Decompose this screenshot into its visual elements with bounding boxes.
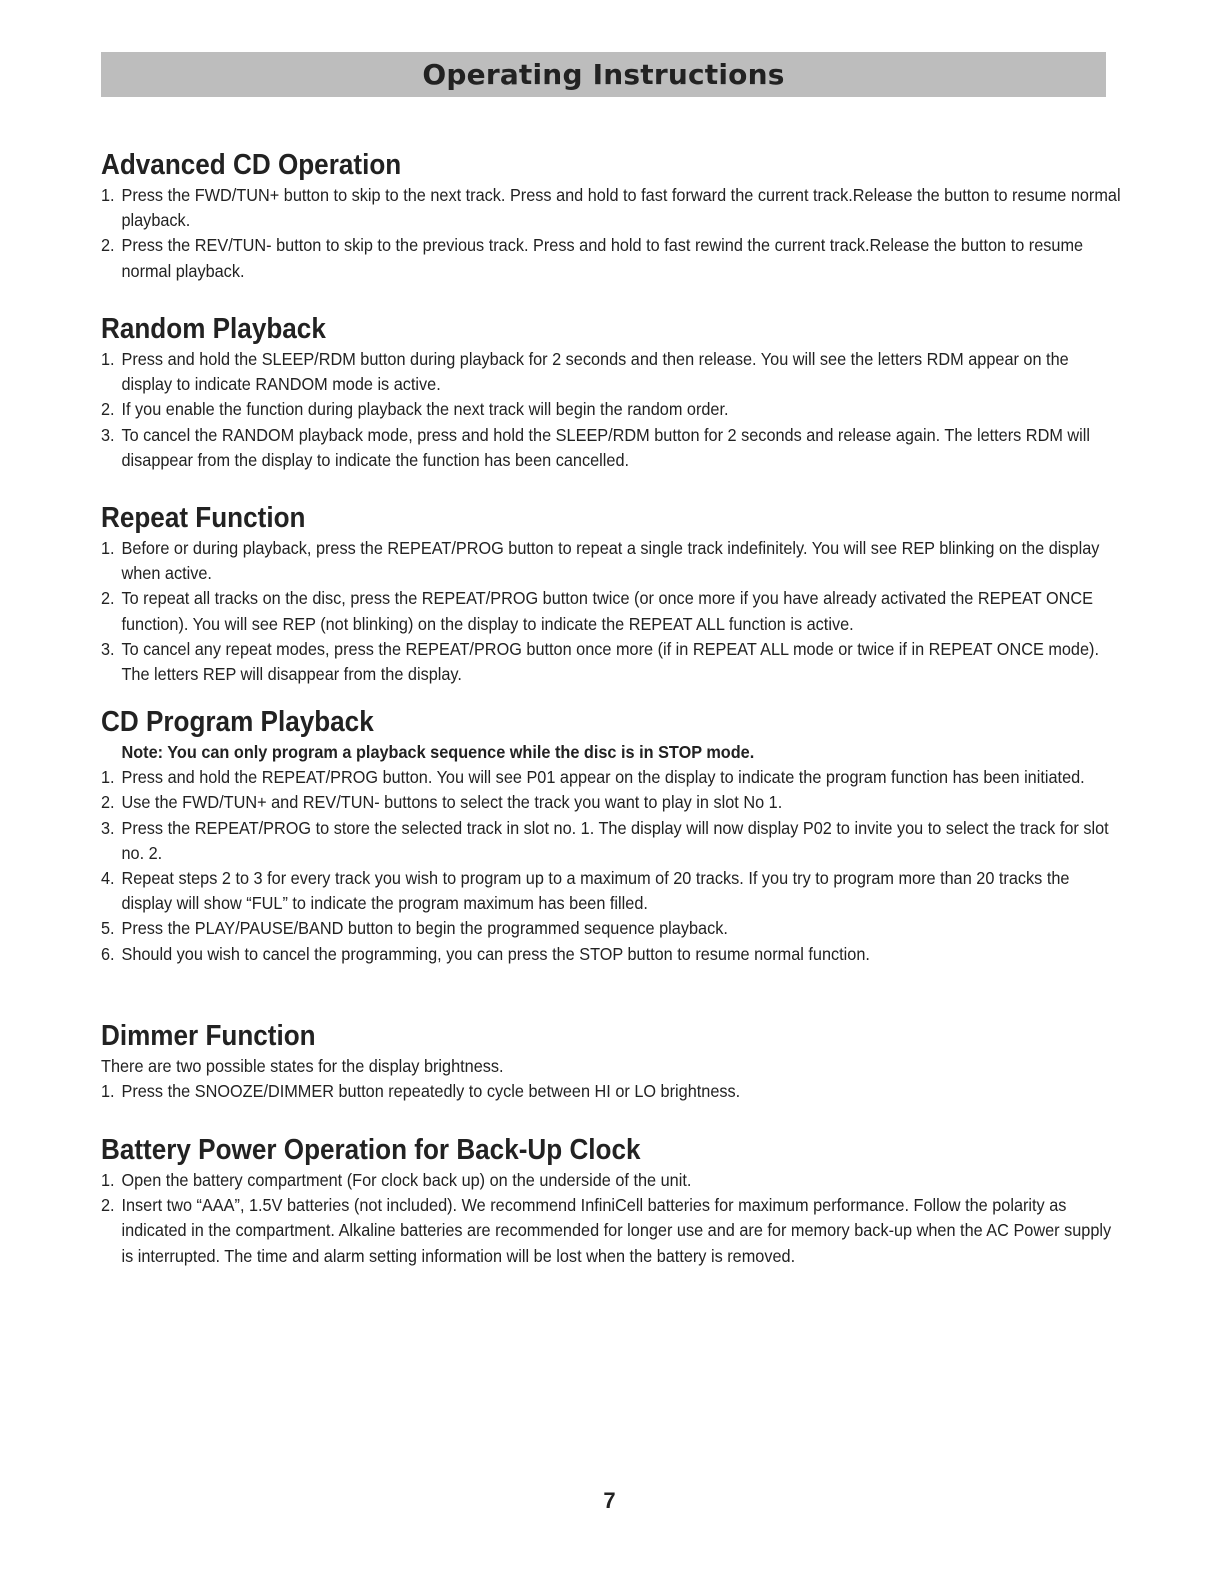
- item-text: Press the PLAY/PAUSE/BAND button to begin the programmed sequence playback.: [121, 918, 728, 939]
- item-text: Press the REPEAT/PROG to store the selected track in slot no. 1. The display will now display P02 to invite you to select the track for slot no. 2.: [121, 817, 1109, 863]
- item-number: 2.: [101, 235, 115, 256]
- item-text: Press the FWD/TUN+ button to skip to the next track. Press and hold to fast forward the current track.Release the button to resume normal playback.: [121, 185, 1121, 231]
- list-item: [101, 790, 1121, 815]
- instruction-list: [101, 183, 1121, 284]
- item-text: Insert two “AAA”, 1.5V batteries (not included). We recommend InfiniCell batteries for maximum performance. Follow the polarity as indicated in the compartment. Alkaline batteries are recommended for longer use and are for memory back-up when the AC Power supply is interrupted. The time and alarm setting information will be lost when the battery is removed.: [121, 1195, 1112, 1266]
- section-heading: Dimmer Function: [101, 1020, 316, 1052]
- item-number: 1.: [101, 1081, 115, 1102]
- item-number: 3.: [101, 817, 115, 838]
- instruction-list: [101, 1079, 1106, 1104]
- item-number: 2.: [101, 588, 115, 609]
- list-item: [101, 347, 1121, 397]
- section-advanced-cd: [101, 147, 1121, 284]
- item-text: Press the REV/TUN- button to skip to the previous track. Press and hold to fast rewind the current track.Release the button to resume normal playback.: [121, 235, 1084, 281]
- list-item: [101, 1168, 1121, 1193]
- instruction-list: [101, 536, 1106, 687]
- instruction-list: [101, 1168, 1112, 1269]
- section-random-playback: [101, 311, 1106, 473]
- section-heading: Repeat Function: [101, 502, 306, 534]
- list-item: [101, 637, 1121, 687]
- item-number: 1.: [101, 185, 115, 205]
- item-text: Use the FWD/TUN+ and REV/TUN- buttons to select the track you want to play in slot No 1.: [121, 792, 783, 813]
- section-heading: CD Program Playback: [101, 706, 374, 738]
- item-text: Before or during playback, press the REPEAT/PROG button to repeat a single track indefinitely. You will see REP blinking on the display when active.: [121, 538, 1100, 584]
- item-text: If you enable the function during playback the next track will begin the random order.: [121, 399, 729, 420]
- instruction-list: [101, 347, 1106, 473]
- item-text: Press the SNOOZE/DIMMER button repeatedly to cycle between HI or LO brightness.: [121, 1081, 741, 1102]
- item-number: 3.: [101, 424, 115, 445]
- note-text: Note: You can only program a playback sequence while the disc is in STOP mode.: [121, 742, 755, 762]
- header-bar: [101, 52, 1106, 97]
- intro-text: There are two possible states for the display brightness.: [101, 1056, 504, 1076]
- page-number: 7: [603, 1488, 616, 1513]
- list-item: [101, 423, 1121, 473]
- item-number: 2.: [101, 1195, 115, 1216]
- item-number: 2.: [101, 792, 115, 813]
- list-item: [101, 916, 1121, 941]
- list-item: [101, 397, 1121, 422]
- list-item: [101, 233, 1121, 283]
- item-number: 4.: [101, 868, 115, 889]
- item-text: Press and hold the SLEEP/RDM button during playback for 2 seconds and then release. You will see the letters RDM appear on the display to indicate RANDOM mode is active.: [121, 349, 1069, 395]
- list-item: [101, 765, 1121, 790]
- section-dimmer-function: [101, 1018, 1106, 1104]
- item-number: 1.: [101, 1170, 115, 1190]
- list-item: [101, 183, 1121, 233]
- item-number: 1.: [101, 767, 115, 788]
- list-item: [101, 942, 1121, 967]
- section-heading: Battery Power Operation for Back-Up Clock: [101, 1134, 641, 1166]
- list-item: [101, 866, 1121, 916]
- item-text: Should you wish to cancel the programming, you can press the STOP button to resume normal function.: [121, 943, 870, 964]
- item-number: 5.: [101, 918, 115, 939]
- item-text: To repeat all tracks on the disc, press the REPEAT/PROG button twice (or once more if you have already activated the REPEAT ONCE function). You will see REP (not blinking) on the display to indicate the REPEAT ALL function is active.: [121, 588, 1093, 634]
- item-text: To cancel any repeat modes, press the REPEAT/PROG button once more (if in REPEAT ALL mode or twice if in REPEAT ONCE mode). The letters REP will disappear from the display.: [121, 638, 1099, 685]
- item-text: Repeat steps 2 to 3 for every track you wish to program up to a maximum of 20 tracks. If you try to program more than 20 tracks the display will show “FUL” to indicate the program maximum has been filled.: [121, 868, 1070, 914]
- item-number: 6.: [101, 943, 115, 964]
- list-item: [101, 536, 1121, 586]
- list-item: [101, 1079, 1121, 1104]
- item-text: Open the battery compartment (For clock back up) on the underside of the unit.: [121, 1170, 692, 1190]
- item-number: 3.: [101, 638, 115, 659]
- item-text: To cancel the RANDOM playback mode, press and hold the SLEEP/RDM button for 2 seconds and release again. The letters RDM will disappear from the display to indicate the function has been cancelled.: [121, 424, 1091, 470]
- list-item: [101, 816, 1121, 866]
- section-repeat-function: [101, 500, 1106, 687]
- section-heading: Advanced CD Operation: [101, 149, 402, 181]
- list-item: [101, 1193, 1121, 1269]
- item-text: Press and hold the REPEAT/PROG button. You will see P01 appear on the display to indicate the program function has been initiated.: [121, 767, 1085, 788]
- section-cd-program-playback: [101, 704, 1109, 967]
- item-number: 1.: [101, 538, 115, 558]
- list-item: [101, 586, 1121, 636]
- page-title: Operating Instructions: [422, 58, 785, 91]
- instruction-list: [101, 765, 1109, 967]
- item-number: 2.: [101, 399, 115, 420]
- item-number: 1.: [101, 349, 115, 369]
- section-heading: Random Playback: [101, 313, 326, 345]
- section-battery-power: [101, 1132, 1112, 1269]
